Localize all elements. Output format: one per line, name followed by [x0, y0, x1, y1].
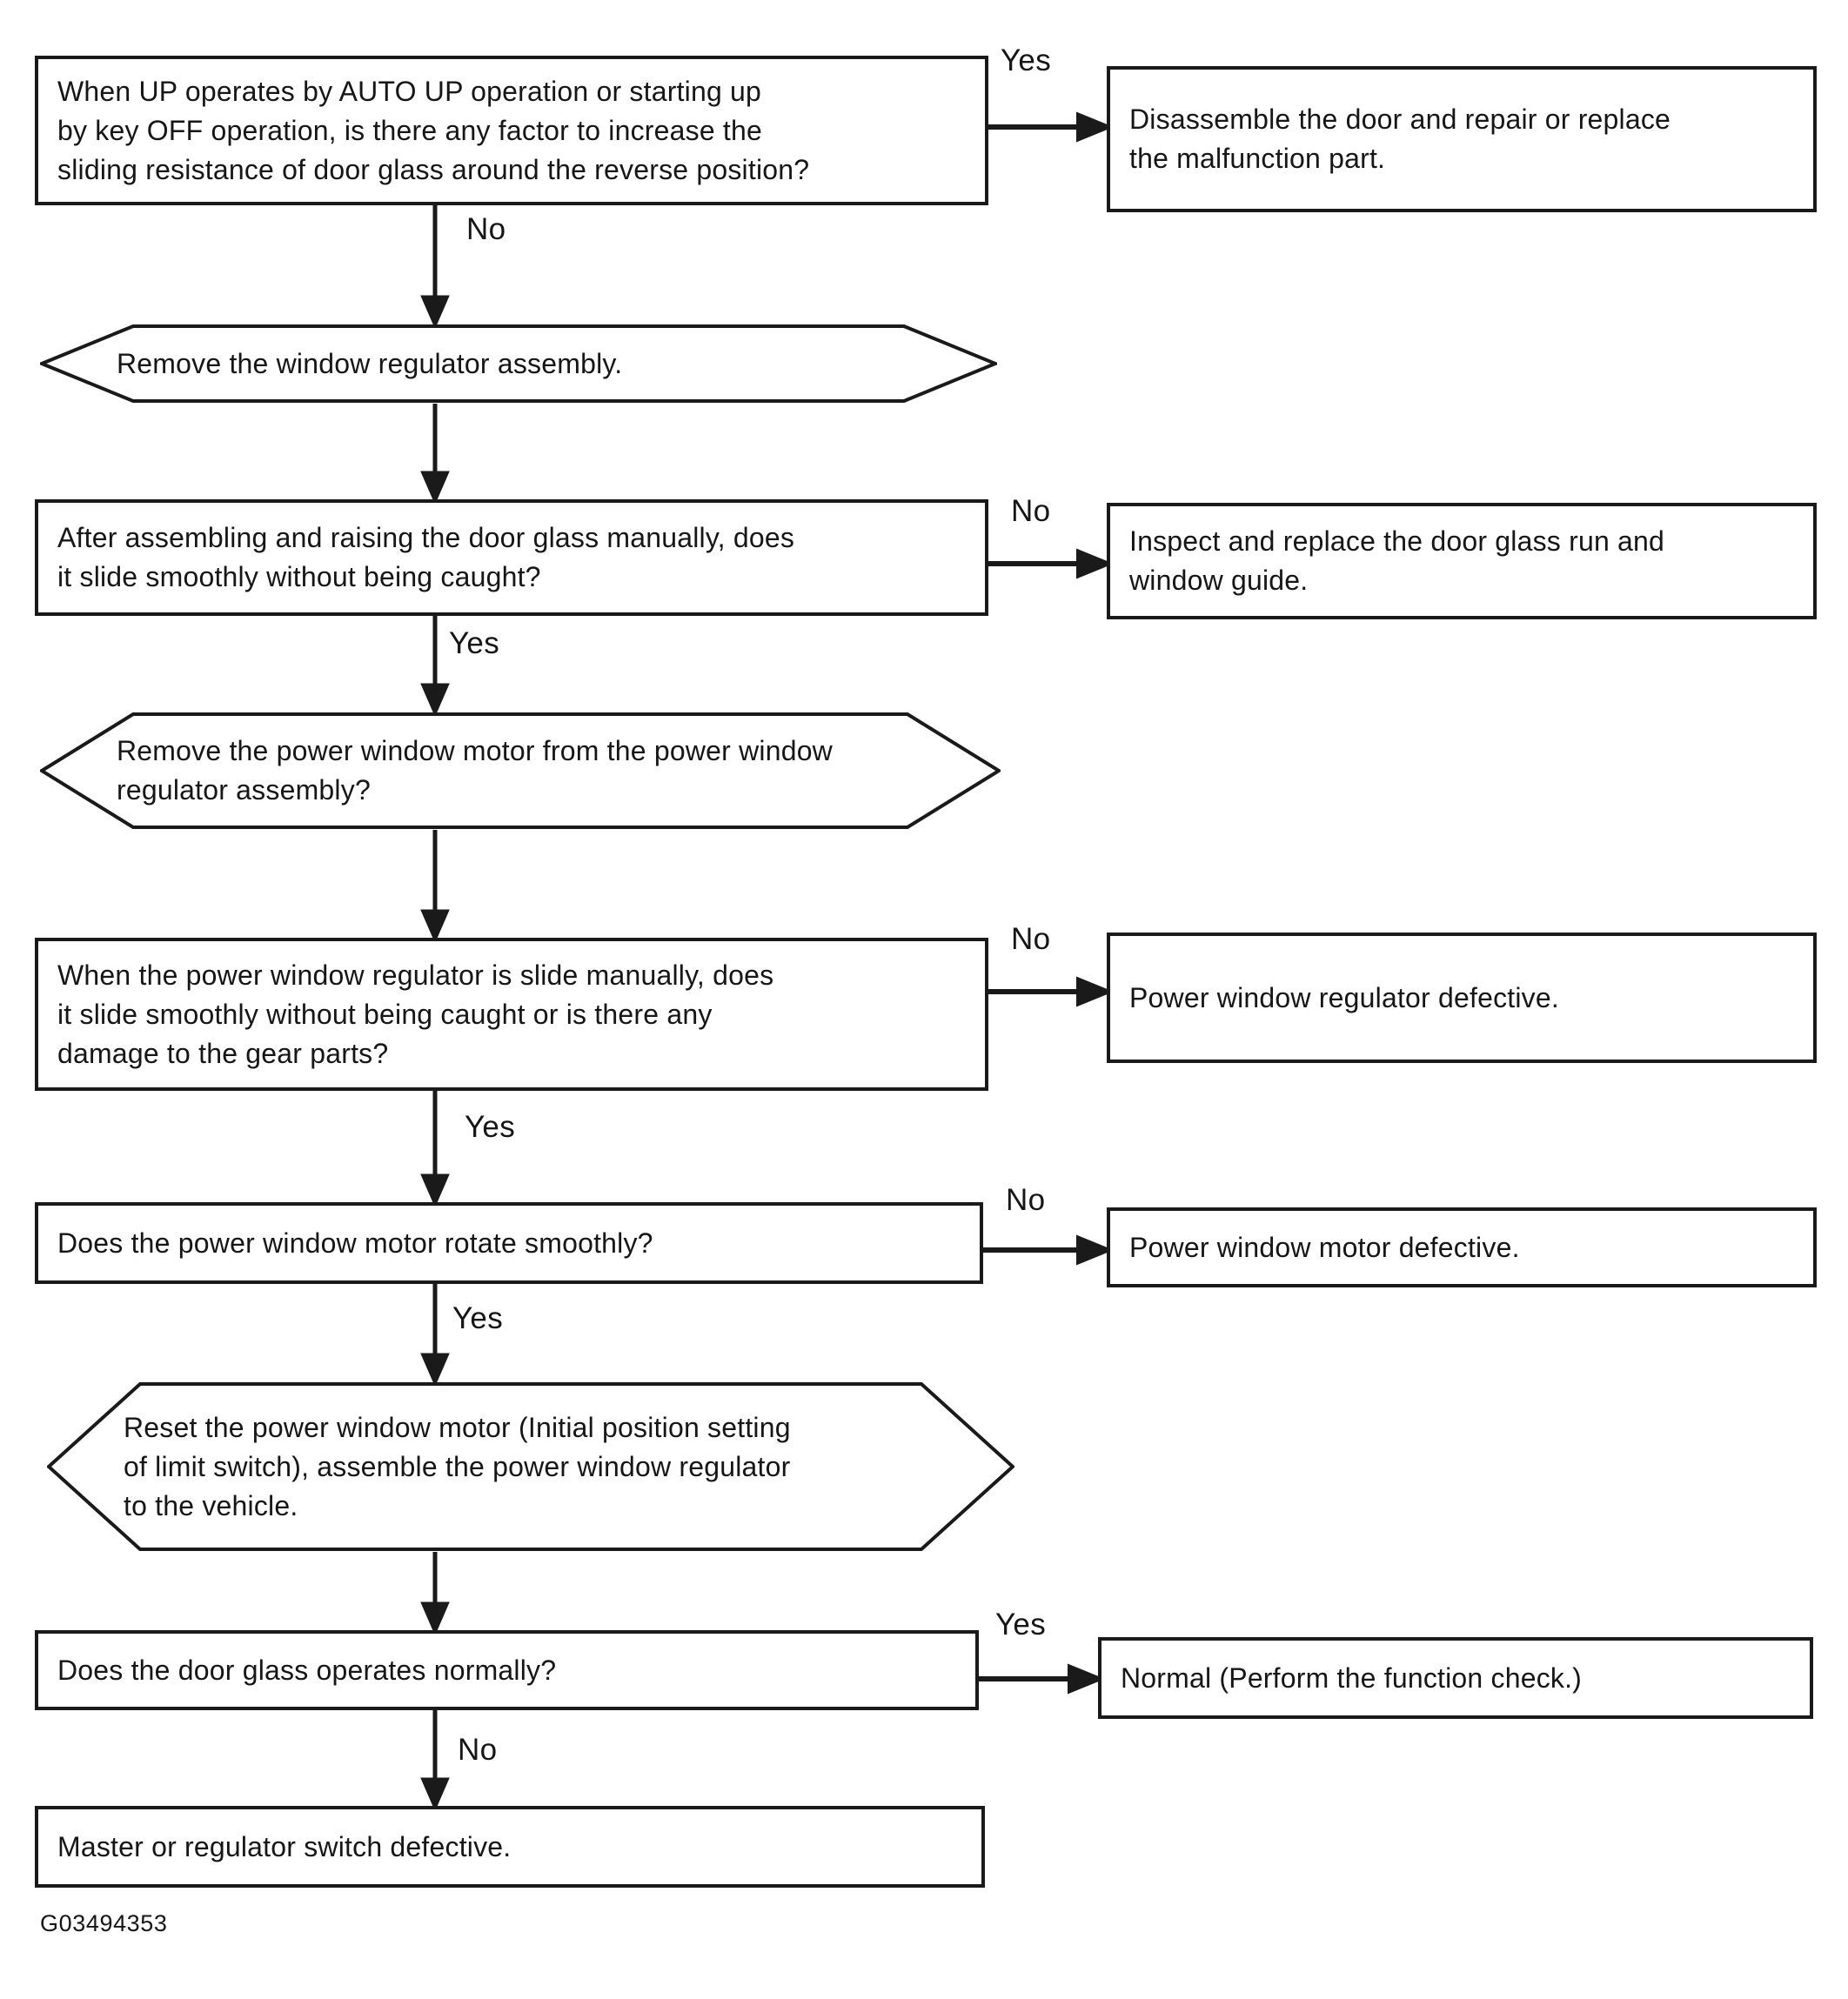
decision-box-motor-rotates-smoothly [35, 1202, 983, 1284]
text-line: Normal (Perform the function check.) [1121, 1661, 1583, 1694]
arrow-h2-head [424, 912, 446, 938]
text-line: Power window motor defective. [1129, 1231, 1520, 1263]
edge-label-q4-yes: Yes [452, 1301, 503, 1335]
edge-label-q3-no: No [1011, 922, 1051, 956]
text-line: damage to the gear parts? [57, 1037, 389, 1069]
edge-label-q2-no: No [1011, 494, 1051, 528]
text-line: Does the power window motor rotate smoothly? [57, 1227, 653, 1259]
text-line: Does the door glass operates normally? [57, 1654, 557, 1686]
decision-box-auto-up-resistance [35, 56, 988, 205]
text-line: it slide smoothly without being caught? [57, 561, 541, 592]
edge-label-q1-no: No [466, 212, 506, 246]
text-line: regulator assembly? [117, 774, 371, 806]
edge-label-q4-no: No [1006, 1183, 1046, 1217]
text-line: Power window regulator defective. [1129, 981, 1559, 1013]
arrow-q1-no-head [424, 298, 446, 324]
process-hexagon-remove-motor [40, 712, 1001, 830]
decision-box-door-glass-operates-normally [35, 1630, 979, 1710]
text-line: When UP operates by AUTO UP operation or starting up [57, 75, 762, 107]
edge-label-q2-yes: Yes [449, 626, 499, 660]
text-line: When the power window regulator is slide manually, does [57, 959, 774, 991]
arrow-q3-no-head [1079, 980, 1107, 1003]
text-line: Reset the power window motor (Initial position setting [124, 1411, 791, 1443]
arrow-h1-head [424, 473, 446, 499]
arrow-q4-yes-head [424, 1355, 446, 1381]
edge-label-q5-yes: Yes [995, 1608, 1046, 1641]
arrow-h3-head [424, 1604, 446, 1630]
text-line: Remove the power window motor from the power window [117, 735, 833, 766]
result-box-inspect-glass-run [1107, 503, 1817, 619]
text-line: Inspect and replace the door glass run and [1129, 525, 1665, 557]
edge-label-q3-yes: Yes [465, 1110, 515, 1144]
process-hexagon-reset-motor [47, 1381, 1014, 1552]
text-line: Disassemble the door and repair or replace [1129, 104, 1671, 135]
text-line: it slide smoothly without being caught or is there any [57, 998, 713, 1030]
edge-label-q5-no: No [458, 1733, 498, 1767]
decision-box-glass-slides-smoothly [35, 499, 988, 616]
result-box-regulator-defective [1107, 933, 1817, 1063]
text-line: window guide. [1129, 565, 1309, 596]
arrow-q3-yes-head [424, 1176, 446, 1202]
text-line: by key OFF operation, is there any factor to increase the [57, 114, 763, 146]
text-line: Remove the window regulator assembly. [117, 347, 623, 379]
decision-box-regulator-slides-smoothly [35, 938, 988, 1091]
arrow-q2-no-head [1079, 552, 1107, 575]
text-line: to the vehicle. [124, 1489, 298, 1521]
result-box-normal-function-check [1098, 1637, 1813, 1719]
arrow-q1-yes-head [1079, 116, 1107, 138]
result-box-disassemble-door [1107, 66, 1817, 212]
arrow-q5-no-head [424, 1780, 446, 1806]
edge-label-q1-yes: Yes [1001, 43, 1051, 77]
figure-code: G03494353 [40, 1910, 168, 1936]
text-line: sliding resistance of door glass around the reverse position? [57, 153, 810, 185]
arrow-q5-yes-head [1070, 1668, 1098, 1690]
text-line: of limit switch), assemble the power window regulator [124, 1450, 791, 1482]
arrow-q2-yes-head [424, 685, 446, 712]
text-line: Master or regulator switch defective. [57, 1830, 512, 1862]
text-line: After assembling and raising the door glass manually, does [57, 522, 795, 553]
text-line: the malfunction part. [1129, 143, 1386, 174]
result-box-motor-defective [1107, 1207, 1817, 1287]
process-hexagon-remove-regulator [40, 324, 997, 404]
arrow-q4-no-head [1079, 1239, 1107, 1261]
result-box-switch-defective [35, 1806, 985, 1888]
